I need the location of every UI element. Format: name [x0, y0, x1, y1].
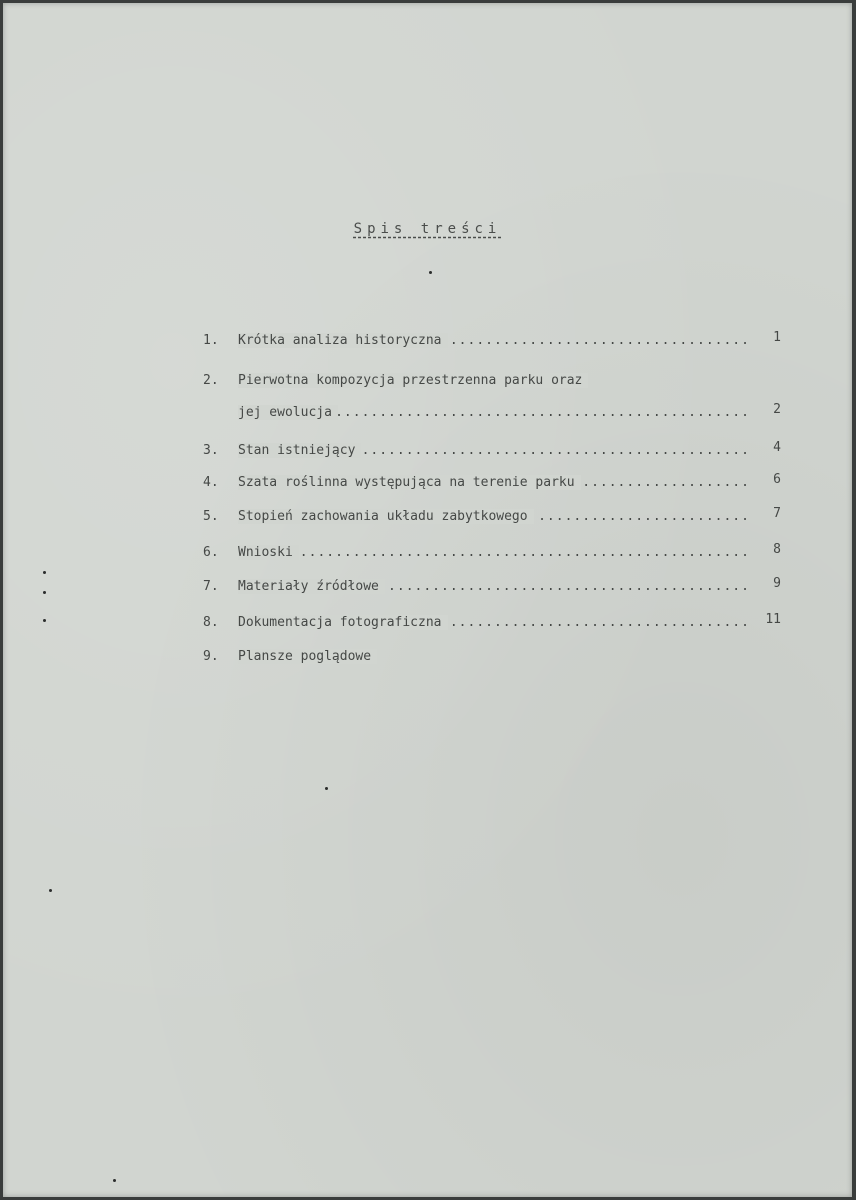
paper-speck: [43, 619, 46, 622]
toc-entry-label: Plansze poglądowe: [238, 649, 748, 664]
toc-entry-page: 2: [773, 402, 781, 417]
toc-entry-1: [203, 330, 785, 353]
toc-entry-page: 7: [773, 506, 781, 521]
toc-entry-page: 8: [773, 542, 781, 557]
toc-entry-7: [203, 576, 785, 599]
toc-entry-3: [203, 440, 785, 463]
toc-entry-page: 1: [773, 330, 781, 345]
toc-entry-number: 4.: [203, 475, 219, 490]
toc-entry-4: [203, 472, 785, 495]
toc-entry-page: 4: [773, 440, 781, 455]
paper-speck: [429, 271, 432, 274]
paper-speck: [43, 571, 46, 574]
toc-entry-number: 5.: [203, 509, 219, 524]
toc-entry-label: Pierwotna kompozycja przestrzenna parku oraz: [238, 373, 748, 388]
toc-entry-number: 7.: [203, 579, 219, 594]
toc-entry-label: Stan istniejący .....: [238, 443, 748, 458]
page-title: Spis treści: [353, 221, 502, 237]
toc-entry-number: 8.: [203, 615, 219, 630]
toc-entry-number: 9.: [203, 649, 219, 664]
toc-entry-label: Dokumentacja fotograficzna .....: [238, 615, 748, 630]
toc-entry-page: 6: [773, 472, 781, 487]
paper-speck: [113, 1179, 116, 1182]
toc-entry-9: [203, 649, 785, 669]
toc-entry-2-continued: [203, 402, 785, 425]
toc-entry-number: 1.: [203, 333, 219, 348]
toc-entry-label: Materiały źródłowe .....: [238, 579, 748, 594]
toc-entry-5: [203, 506, 785, 529]
toc-entry-label: Krótka analiza historyczna .....: [238, 333, 748, 348]
toc-entry-label: Wnioski .....: [238, 545, 748, 560]
toc-entry-number: 3.: [203, 443, 219, 458]
toc-entry-page: 9: [773, 576, 781, 591]
document-page: [3, 3, 852, 1197]
paper-speck: [49, 889, 52, 892]
toc-entry-8: [203, 612, 785, 635]
paper-speck: [325, 787, 328, 790]
toc-entry-6: [203, 542, 785, 565]
toc-entry-label: jej ewolucja .....: [238, 405, 748, 420]
paper-speck: [43, 591, 46, 594]
toc-entry-label: Szata roślinna występująca na terenie parku .....: [238, 475, 748, 490]
toc-entry-label: Stopień zachowania układu zabytkowego .....: [238, 509, 748, 524]
toc-entry-number: 2.: [203, 373, 219, 388]
toc-entry-2: [203, 373, 785, 393]
toc-entry-number: 6.: [203, 545, 219, 560]
toc-entry-page: 11: [765, 612, 781, 627]
